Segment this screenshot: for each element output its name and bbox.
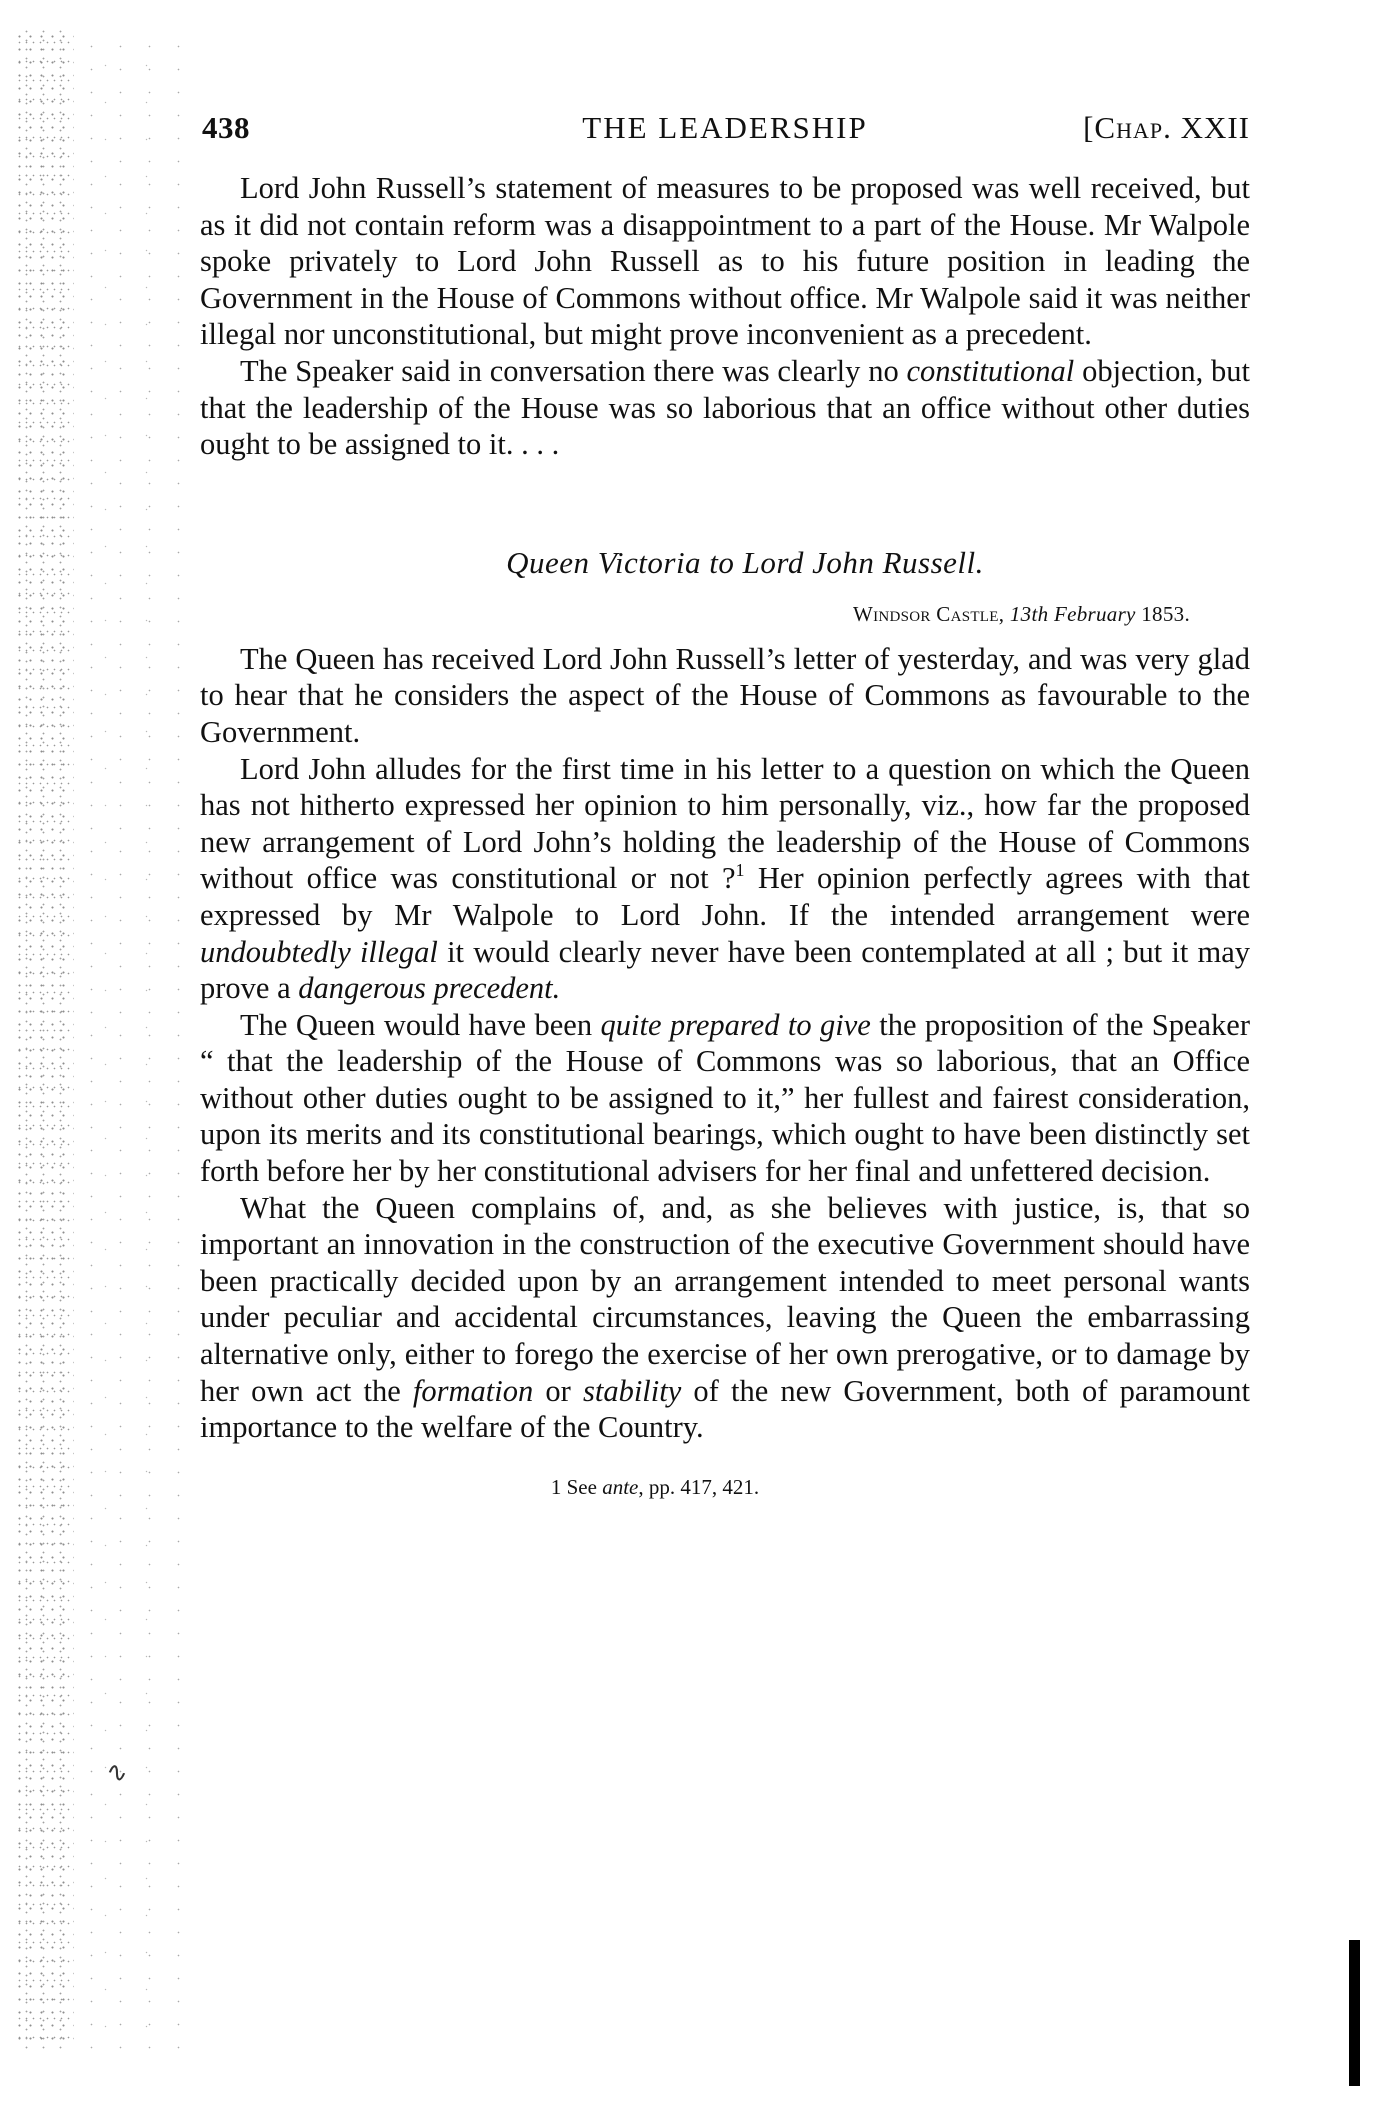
page-number: 438 (202, 110, 250, 145)
scan-noise-margin-faint (74, 30, 184, 2050)
dateline-place: Windsor Castle, (852, 601, 1005, 626)
paragraph (200, 1190, 1250, 1446)
letter-heading: Queen Victoria to Lord John Russell. (506, 544, 984, 580)
paragraph (200, 170, 1250, 353)
scan-edge-bar (1349, 1940, 1360, 2086)
scan-noise-left-margin (14, 30, 74, 2050)
letter-body (200, 641, 1250, 1446)
italic-run: stability (582, 1373, 682, 1408)
opening-text (200, 170, 1250, 463)
dateline-month: February (1053, 601, 1136, 626)
text-run: it would clearly never have been contemplated at all ; but it may prove a (200, 934, 1250, 1006)
text-run: The Queen has received Lord John Russell’s letter of yesterday, and was very glad to hear that he considers the aspect of the House of Commons as favourable to the Government. (200, 641, 1250, 749)
running-head (200, 106, 1250, 150)
dateline-year: 1853. (1141, 601, 1190, 626)
paragraph (200, 353, 1250, 463)
footnote-ref[interactable]: 1 (735, 860, 745, 881)
italic-run: constitutional (906, 353, 1075, 388)
chapter-label: [Chap. XXII (1083, 110, 1250, 145)
italic-run: quite prepared to give (600, 1007, 871, 1042)
page-column (200, 106, 1250, 1502)
text-run: of the new Government, both of paramount importance to the welfare of the Country. (200, 1373, 1250, 1445)
scan-squiggle-mark: ∿ (103, 1756, 131, 1789)
letter-dateline (200, 599, 1250, 629)
text-run: Her opinion perfectly agrees with that expressed by Mr Walpole to Lord John. If the intended arrangement were (200, 861, 1250, 932)
italic-run: undoubtedly illegal (200, 934, 438, 969)
dateline-day: 13th (1009, 601, 1049, 626)
footnote-italic: ante (602, 1474, 639, 1499)
text-run: Lord John Russell’s statement of measures to be proposed was well received, but as it did not contain reform was a disappointment to a part of the House. Mr Walpole spoke privately to Lord John Russell as to his future position in leading the Government in the House of Commons without office. Mr Walpole said it was neither illegal nor unconstitutional, but might prove inconvenient as a precedent. (200, 171, 1250, 352)
italic-run: dangerous precedent. (298, 971, 561, 1006)
footnote-prefix: See (561, 1474, 603, 1499)
paragraph (200, 641, 1250, 751)
text-run: The Queen would have been (240, 1007, 601, 1042)
text-run: the proposition of the Speaker “ that the leadership of the House of Commons was so laborious, that an Office without other duties ought to be assigned to it,” her fullest and fairest consideration, upon its merits and its constitutional bearings, which ought to have been distinctly set forth before her by her constitutional advisers for her final and unfettered decision. (200, 1007, 1251, 1189)
text-run: or (533, 1373, 583, 1408)
paragraph (200, 751, 1250, 1007)
text-run: Lord John alludes for the first time in his letter to a question on which the Queen has not hitherto expressed her opinion to him personally, viz., how far the proposed new arrangement of Lord John’s holding the leadership of the House of Commons without office was constitutional or not ? (200, 751, 1250, 896)
text-run: What the Queen complains of, and, as she believes with justice, is, that so important an innovation in the construction of the executive Government should have been practically decided upon by an arrangement intended to meet personal wants under peculiar and accidental circumstances, leaving the Queen the embarrassing alternative only, either to forego the exercise of her own prerogative, or to damage by her own act the (200, 1190, 1250, 1408)
italic-run: formation (412, 1373, 534, 1408)
running-head-title: THE LEADERSHIP (582, 110, 868, 145)
footnote-number: 1 (550, 1474, 562, 1499)
text-run: objection, but that the leadership of the House was so laborious that an office without other duties ought to be assigned to it. . . . (200, 353, 1250, 462)
footnote-suffix: , pp. 417, 421. (638, 1474, 760, 1499)
text-run: The Speaker said in conversation there was clearly no (240, 353, 907, 388)
footnote (200, 1472, 1250, 1502)
paragraph (200, 1007, 1250, 1190)
